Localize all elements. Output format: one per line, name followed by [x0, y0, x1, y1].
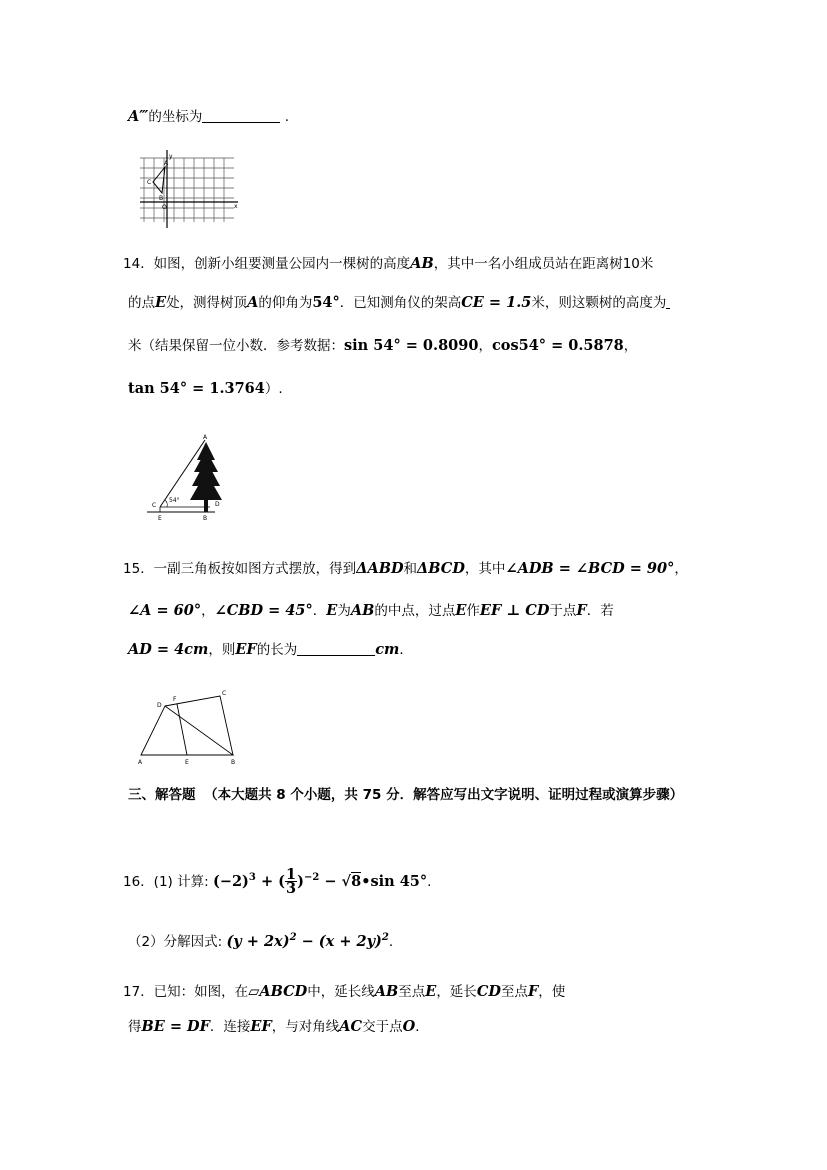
- q13-end: .: [284, 109, 289, 125]
- q14-text-2d: ．已知测角仪的架高: [339, 295, 462, 311]
- q15-text-1a: ．一副三角板按如图方式摆放，得到: [140, 561, 357, 577]
- q17-text-2e: ．: [415, 1019, 429, 1035]
- tree-D-label: D: [215, 501, 220, 508]
- grid-c-label: C: [147, 179, 152, 186]
- q16-p1-label: ．(1) 计算:: [140, 873, 209, 890]
- q16-p1-minus: − √: [319, 872, 352, 890]
- q16-p1-sin: •sin 45°: [361, 872, 428, 890]
- q14-text-1b: ，其中一名小组成员站在距离树10米: [433, 256, 654, 272]
- q16-p2-exp-a: 2: [289, 932, 297, 943]
- q13-text: 的坐标为: [148, 109, 203, 125]
- q14-line-1: [123, 254, 653, 274]
- q17-line-1: [123, 982, 565, 1002]
- q17-text-2c: ，与对角线: [271, 1019, 340, 1035]
- q17-O: O: [402, 1018, 416, 1035]
- q15-line-1: [123, 559, 688, 579]
- q15-comma-2: ，: [201, 603, 215, 619]
- q16-p2-end: .: [388, 933, 394, 950]
- q15-line-3: [128, 640, 413, 660]
- grid-y-label: y: [169, 153, 173, 160]
- tri-A-label: A: [138, 759, 143, 766]
- q15-E: E: [326, 602, 338, 619]
- q15-A60: ∠A = 60°: [128, 602, 202, 619]
- tree-C-label: C: [152, 502, 157, 509]
- q14-E: E: [155, 294, 167, 311]
- tri-D-label: D: [157, 702, 162, 709]
- q17-CD: CD: [476, 983, 501, 1000]
- section-3-heading: [128, 785, 683, 805]
- q15-angles90: ∠ADB = ∠BCD = 90°: [505, 560, 675, 577]
- q13-point: A‴: [128, 108, 149, 125]
- section-3-note: （本大题共 8 个小题，共 75 分．解答应写出文字说明、证明过程或演算步骤）: [204, 787, 684, 803]
- q17-text-1a: ．已知：如图，在: [140, 984, 249, 1000]
- q14-tan: tan 54° = 1.3764: [128, 380, 265, 397]
- q16-frac-num: 1: [286, 866, 297, 884]
- q15-EF: EF: [235, 641, 257, 658]
- q14-line-4: [128, 379, 283, 399]
- q15-AD: AD = 4cm: [128, 641, 209, 658]
- q16-p1-close: ): [297, 872, 304, 890]
- q14-answer-blank[interactable]: [666, 294, 670, 309]
- q14-A: A: [247, 294, 259, 311]
- q16-p1-plus: + (: [255, 872, 285, 890]
- q14-end: ）.: [264, 381, 283, 397]
- q14-comma: ，: [478, 338, 492, 354]
- q14-line-3: [128, 336, 637, 356]
- q15-EFperp: EF ⊥ CD: [479, 602, 550, 619]
- q15-text-2d: 于点: [549, 603, 577, 619]
- q17-text-1f: ，使: [538, 984, 566, 1000]
- section-3-title: 三、解答题: [128, 787, 196, 803]
- q16-p1-expr: [212, 866, 428, 898]
- q15-dot: ．: [399, 642, 413, 658]
- q14-AB: AB: [410, 255, 434, 272]
- q14-text-2c: 的仰角为: [258, 295, 313, 311]
- grid-x-label: x: [234, 203, 238, 210]
- q15-text-2b: 的中点，过点: [374, 603, 456, 619]
- q16-p2-expr: [226, 933, 388, 950]
- q17-text-2b: ．连接: [209, 1019, 251, 1035]
- tri-B-label: B: [231, 759, 236, 766]
- q15-text-2c: 作: [466, 603, 480, 619]
- q16-p1-exp3: 3: [248, 872, 256, 883]
- q14-line-2: [128, 293, 670, 313]
- q17-EF: EF: [250, 1018, 272, 1035]
- q17-number: 17: [123, 984, 141, 1000]
- q17-text-1c: 至点: [398, 984, 426, 1000]
- tri-E-label: E: [185, 759, 189, 766]
- q16-fraction: [285, 866, 297, 898]
- q17-F: F: [527, 983, 539, 1000]
- q15-BCD: ΔBCD: [417, 560, 465, 577]
- tree-angle-label: 54°: [169, 497, 180, 504]
- q15-CBD45: ∠CBD = 45°: [214, 602, 313, 619]
- q15-and: 和: [403, 561, 418, 577]
- q17-BEDF: BE = DF: [141, 1018, 210, 1035]
- q14-text-2e: 米，则这颗树的高度为: [531, 295, 667, 311]
- q16-p2-label: （2）分解因式:: [128, 933, 223, 950]
- tri-F-label: F: [173, 696, 177, 703]
- q14-text-2b: 处，测得树顶: [166, 295, 248, 311]
- q15-number: 15: [123, 561, 141, 577]
- q15-comma: ，: [674, 561, 688, 577]
- q16-p1-end: .: [427, 873, 432, 890]
- tree-B-label: B: [203, 515, 208, 522]
- q15-answer-blank[interactable]: [297, 641, 375, 656]
- q14-text-1: ．如图，创新小组要测量公园内一棵树的高度: [140, 256, 411, 272]
- tri-C-label: C: [222, 690, 227, 697]
- q15-text-1b: ，其中: [464, 561, 506, 577]
- q16-part-2: [128, 928, 393, 952]
- tree-A-label: A: [203, 434, 208, 441]
- q17-text-1d: ，延长: [436, 984, 477, 1000]
- q17-text-2d: 交于点: [362, 1019, 403, 1035]
- q16-p2-exp-b: 2: [381, 932, 389, 943]
- q16-part-1: [123, 866, 432, 898]
- q17-text-1e: 至点: [500, 984, 528, 1000]
- q15-F: F: [576, 602, 587, 619]
- q15-text-3a: ，则: [208, 642, 236, 658]
- q15-ABD: ΔABD: [356, 560, 404, 577]
- q16-p1-rad: 8: [351, 872, 362, 890]
- q16-p1-exp-neg2: −2: [303, 872, 320, 883]
- q17-AC: AC: [339, 1018, 363, 1035]
- q13-grid-figure: [140, 150, 240, 230]
- q13-answer-blank[interactable]: [202, 108, 280, 123]
- q15-AB: AB: [350, 602, 375, 619]
- grid-a-label: A: [164, 160, 169, 167]
- q14-text-3a: 米（结果保留一位小数．参考数据：: [128, 338, 344, 354]
- q17-text-2a: 得: [128, 1019, 142, 1035]
- q16-number: 16: [123, 873, 141, 890]
- q14-number: 14: [123, 256, 141, 272]
- q17-AB: AB: [374, 983, 399, 1000]
- q15-line-2: ∠A = 60°，∠CBD = 45°．E为AB的中点，过点E作EF ⊥ CD于点F．若: [128, 602, 614, 619]
- q14-text-2a: 的点: [128, 295, 155, 311]
- q15-text-3b: 的长为: [256, 642, 298, 658]
- q17-line-2: [128, 1017, 429, 1037]
- q16-p1-expr-a: (−2): [212, 872, 249, 890]
- grid-o-label: O: [162, 204, 167, 211]
- q15-text-2a: 为: [337, 603, 351, 619]
- q15-E-2: E: [455, 602, 467, 619]
- q15-unit: cm: [375, 641, 400, 658]
- q16-p2-expr-b: − (x + 2y): [296, 932, 382, 950]
- q17-text-1b: 中，延长线: [307, 984, 375, 1000]
- q13-answer-line: [128, 107, 289, 127]
- q15-triangle-figure: [135, 688, 245, 766]
- q14-sin: sin 54° = 0.8090: [344, 337, 479, 354]
- q15-text-2e: ．若: [586, 603, 614, 619]
- tree-E-label: E: [158, 515, 162, 522]
- q17-E: E: [425, 983, 437, 1000]
- q14-tree-figure: [145, 432, 255, 522]
- q16-p2-expr-a: (y + 2x): [226, 932, 290, 950]
- q14-CE: CE = 1.5: [461, 294, 532, 311]
- q14-angle: 54°: [312, 294, 340, 311]
- q17-para: ▱ABCD: [248, 983, 308, 1000]
- q14-cos: cos54° = 0.5878: [491, 337, 624, 354]
- q16-frac-den: 3: [286, 880, 297, 898]
- grid-b-label: B: [159, 195, 164, 202]
- q14-comma-2: ，: [623, 338, 638, 354]
